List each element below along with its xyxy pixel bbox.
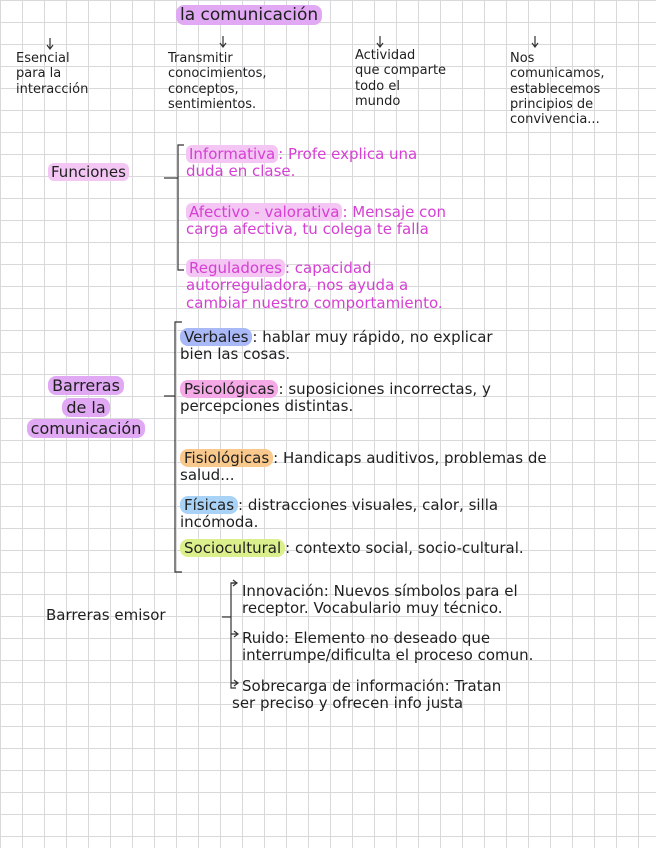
emisor-ruido: Ruido: Elemento no deseado que interrumpe/dificulta el proceso comun. <box>242 629 534 665</box>
arrow-down-icon <box>377 36 383 47</box>
definition-4: Nos comunicamos, establecemos principios de convivencia... <box>510 51 605 128</box>
page-title: la comunicación <box>176 6 322 26</box>
funciones-bracket <box>178 145 184 270</box>
barreras-heading: Barreras de la comunicación <box>6 375 166 440</box>
emisor-innovacion: Innovación: Nuevos símbolos para el receptor. Vocabulario muy técnico. <box>242 582 518 618</box>
arrow-down-icon <box>220 36 226 47</box>
barrera-sociocultural: Sociocultural : contexto social, socio-cultural. <box>180 540 524 557</box>
arrow-down-icon <box>47 38 53 49</box>
emisor-heading: Barreras emisor <box>46 606 166 624</box>
definition-1: Esencial para la interacción <box>16 51 89 97</box>
barrera-psicologicas: Psicológicas : suposiciones incorrectas, y percepciones distintas. <box>180 380 491 416</box>
funciones-heading: Funciones <box>48 164 129 181</box>
barrera-verbales: Verbales : hablar muy rápido, no explicar bien las cosas. <box>180 328 493 364</box>
funcion-informativa: Informativa : Profe explica una duda en clase. <box>186 145 418 181</box>
funcion-afectivo: Afectivo - valorativa : Mensaje con carga afectiva, tu colega te falla <box>186 203 447 239</box>
arrow-down-icon <box>532 36 538 47</box>
barrera-fisicas: Físicas : distracciones visuales, calor, silla incómoda. <box>180 496 499 532</box>
funcion-reguladores: Reguladores : capacidad autorreguladora, nos ayuda a cambiar nuestro comportamiento. <box>186 259 443 312</box>
definition-2: Transmitir conocimientos, conceptos, sentimientos. <box>168 51 267 112</box>
emisor-sobrecarga: Sobrecarga de información: Tratan ser preciso y ofrecen info justa <box>232 677 502 713</box>
definition-3: Actividad que comparte todo el mundo <box>355 48 447 109</box>
barrera-fisiologicas: Fisiológicas : Handicaps auditivos, problemas de salud... <box>180 449 547 485</box>
